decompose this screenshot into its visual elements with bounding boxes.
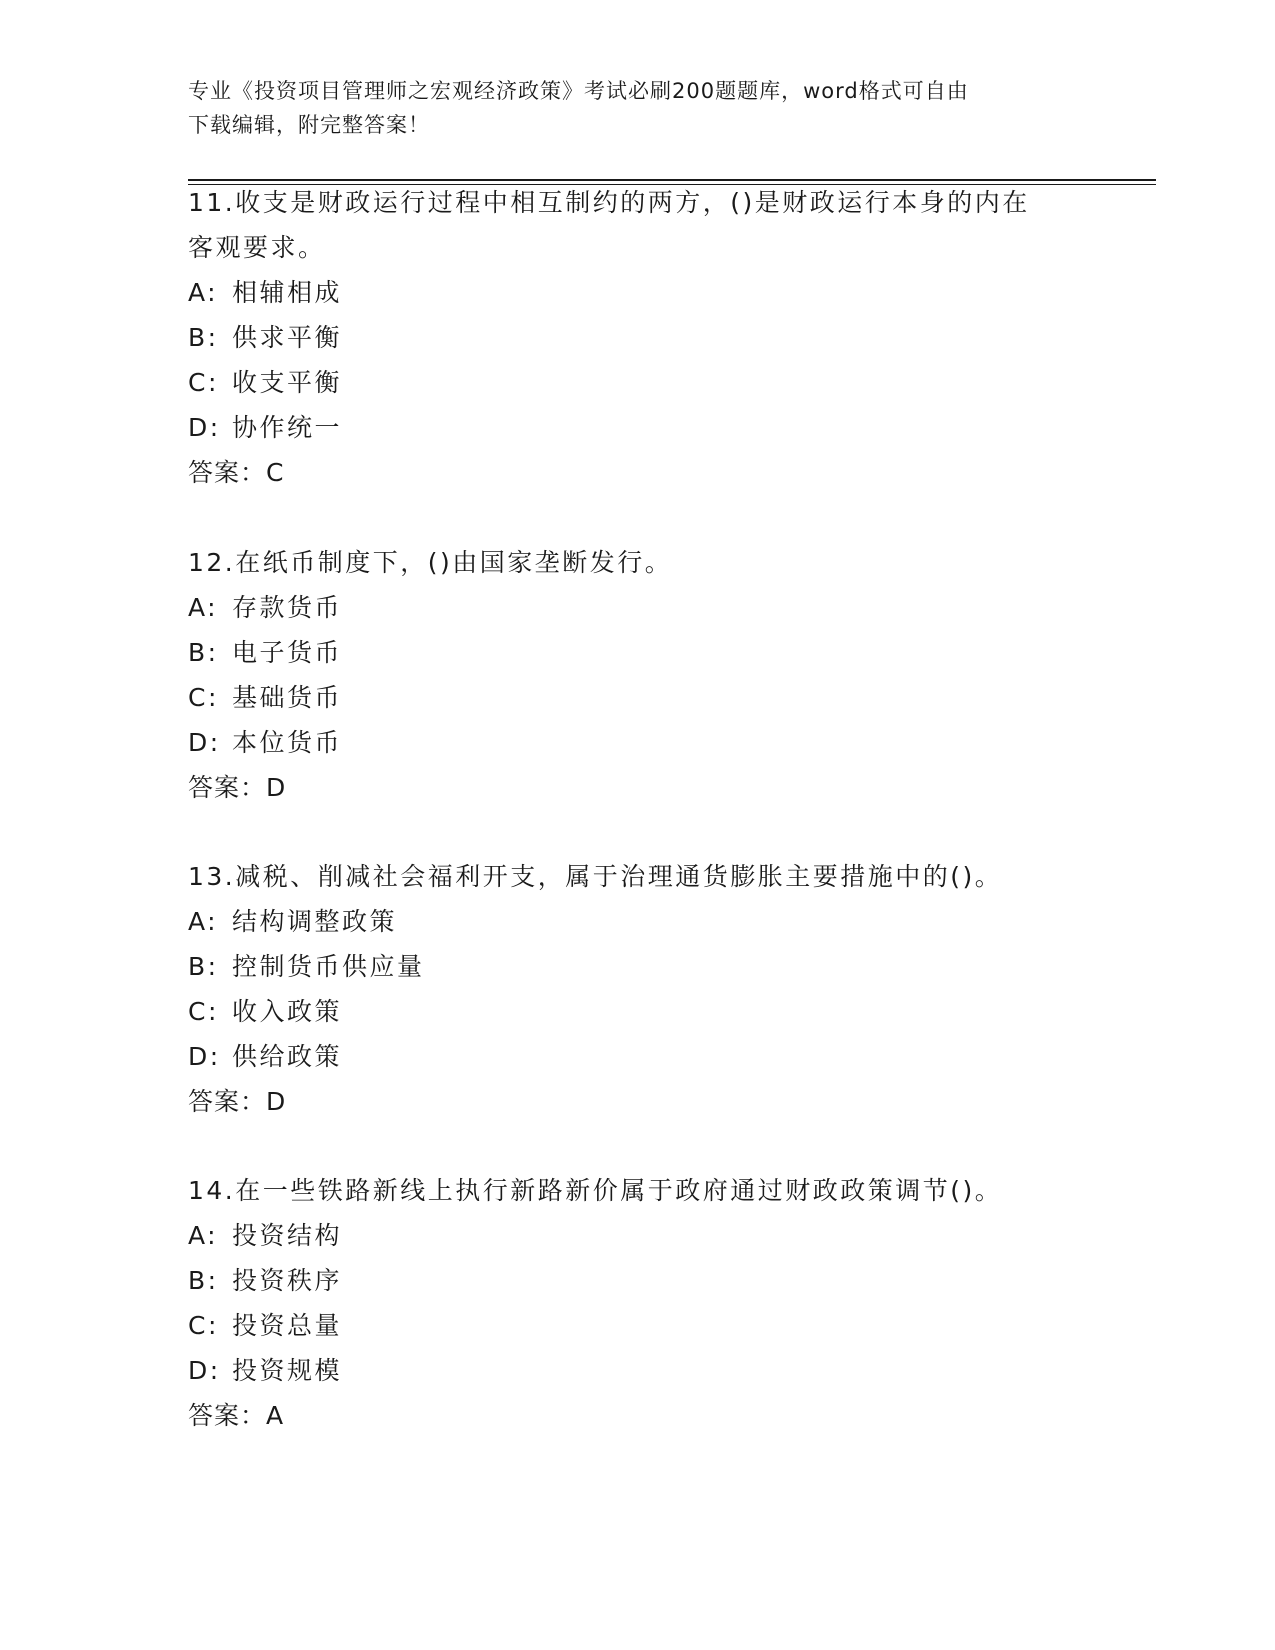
option-key: A:: [188, 593, 219, 622]
option-text: 投资秩序: [232, 1266, 343, 1295]
option-key: C:: [188, 368, 219, 397]
answer-line: 答案：C: [188, 458, 285, 487]
option-key: A:: [188, 1221, 219, 1250]
option-text: 本位货币: [232, 728, 343, 757]
option-text: 供给政策: [232, 1042, 343, 1071]
option-key: A:: [188, 907, 219, 936]
option-b: [188, 630, 1088, 675]
option-b: [188, 944, 1088, 989]
option-d: [188, 1348, 1088, 1393]
option-text: 投资总量: [232, 1311, 343, 1340]
question-12: [188, 540, 1088, 810]
option-b: [188, 315, 1088, 360]
option-c: [188, 360, 1088, 405]
option-key: C:: [188, 1311, 219, 1340]
option-text: 基础货币: [232, 683, 343, 712]
option-key: D:: [188, 413, 221, 442]
question-stem: 11.收支是财政运行过程中相互制约的两方，()是财政运行本身的内在: [188, 188, 1030, 217]
option-key: B:: [188, 1266, 219, 1295]
option-text: 供求平衡: [232, 323, 343, 352]
option-a: [188, 1213, 1088, 1258]
option-text: 控制货币供应量: [232, 952, 425, 981]
option-key: C:: [188, 997, 219, 1026]
option-b: [188, 1258, 1088, 1303]
answer-line: 答案：D: [188, 773, 287, 802]
question-stem: 13.减税、削减社会福利开支，属于治理通货膨胀主要措施中的()。: [188, 862, 1003, 891]
header-line-2: 下载编辑，附完整答案！: [188, 113, 430, 137]
question-stem: 14.在一些铁路新线上执行新路新价属于政府通过财政政策调节()。: [188, 1176, 1003, 1205]
option-a: [188, 585, 1088, 630]
option-key: B:: [188, 323, 219, 352]
option-key: D:: [188, 728, 221, 757]
option-text: 收入政策: [232, 997, 343, 1026]
option-c: [188, 1303, 1088, 1348]
option-d: [188, 1034, 1088, 1079]
option-text: 协作统一: [232, 413, 343, 442]
answer-line: 答案：D: [188, 1087, 287, 1116]
option-d: [188, 720, 1088, 765]
option-a: [188, 270, 1088, 315]
question-11: [188, 180, 1088, 495]
option-text: 相辅相成: [232, 278, 343, 307]
option-key: B:: [188, 952, 219, 981]
answer-line: 答案：A: [188, 1401, 285, 1430]
question-stem: 12.在纸币制度下，()由国家垄断发行。: [188, 548, 673, 577]
option-c: [188, 675, 1088, 720]
option-key: C:: [188, 683, 219, 712]
option-text: 投资规模: [232, 1356, 343, 1385]
option-text: 收支平衡: [232, 368, 343, 397]
option-key: D:: [188, 1042, 221, 1071]
option-text: 电子货币: [232, 638, 343, 667]
question-stem-continued: 客观要求。: [188, 233, 326, 262]
option-key: A:: [188, 278, 219, 307]
option-d: [188, 405, 1088, 450]
option-text: 结构调整政策: [232, 907, 398, 936]
option-text: 投资结构: [232, 1221, 343, 1250]
option-a: [188, 899, 1088, 944]
document-header: [188, 74, 1088, 142]
question-14: [188, 1168, 1088, 1438]
option-key: B:: [188, 638, 219, 667]
header-line-1: 专业《投资项目管理师之宏观经济政策》考试必刷200题题库，word格式可自由: [188, 79, 969, 103]
option-key: D:: [188, 1356, 221, 1385]
option-c: [188, 989, 1088, 1034]
question-13: [188, 854, 1088, 1124]
option-text: 存款货币: [232, 593, 343, 622]
